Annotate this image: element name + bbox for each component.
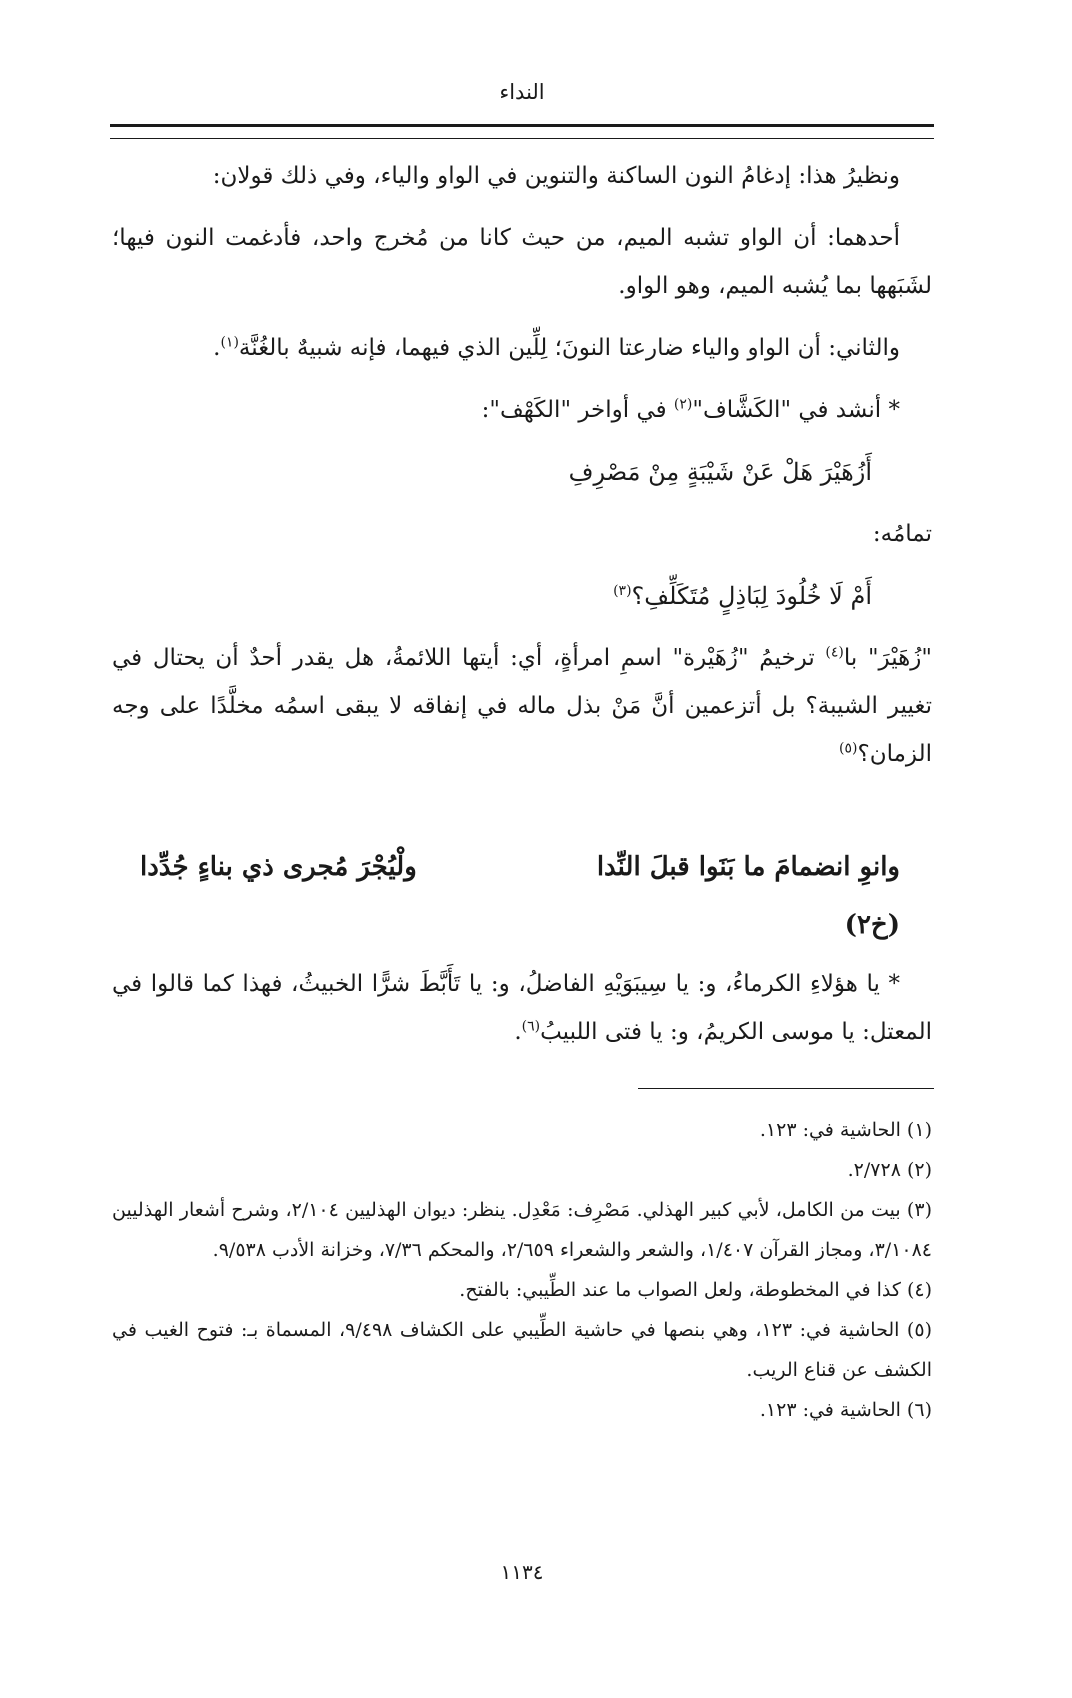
- paragraph-6: [112, 960, 932, 1056]
- header-rule-thick: [110, 124, 934, 127]
- manuscript-code: (خ٢): [844, 910, 900, 940]
- paragraph-4-text-a: * أنشد في "الكَشَّاف": [692, 397, 900, 423]
- footnote-2: (٢) ٢/٧٢٨.: [847, 1159, 932, 1181]
- footnote-6: (٦) الحاشية في: ١٢٣.: [759, 1399, 932, 1421]
- tamamuh-label: [112, 510, 932, 558]
- paragraph-4-text-b: في أواخر "الكَهْف":: [481, 397, 674, 423]
- footnote-4: (٤) كذا في المخطوطة، ولعل الصواب ما عند الطِّيبي: بالفتح.: [459, 1279, 932, 1301]
- footnote-3: (٣) بيت من الكامل، لأبي كبير الهذلي. مَصْرِف: مَعْدِل. ينظر: ديوان الهذليين ٢/١٠٤، وشرح أشعار الهذليين ٣/١٠٨٤، ومجاز القرآن ١/٤٠٧، والشعر والشعراء ٢/٦٥٩، والمحكم ٧/٣٦، وخزانة الأدب ٩/٥٣٨.: [112, 1199, 932, 1261]
- header-rule-thin: [110, 138, 934, 139]
- paragraph-2-text: أحدهما: أن الواو تشبه الميم، من حيث كانا من مُخرج واحد، فأدغمت النون فيها؛ لشَبَهها بما يُشبه الميم، وهو الواو.: [112, 225, 932, 299]
- footnote-5: (٥) الحاشية في: ١٢٣، وهي بنصها في حاشية الطِّيبي على الكشاف ٩/٤٩٨، المسماة بـ: فتوح الغيب في الكشف عن قناع الريب.: [112, 1319, 932, 1381]
- footnotes: [112, 1110, 932, 1430]
- alfiyya-hemistich-2: ولْيُجْرَ مُجرى ذي بناءٍ جُدِّدا: [140, 852, 417, 882]
- footnote-1: (١) الحاشية في: ١٢٣.: [759, 1119, 932, 1141]
- verse-line-2: [112, 572, 932, 620]
- tamamuh-text: تمامُه:: [872, 521, 932, 547]
- paragraph-2: [112, 214, 932, 310]
- verse-line-1: [112, 448, 932, 496]
- footnote-ref-4[interactable]: (٤): [825, 644, 844, 661]
- footnote-ref-3[interactable]: (٣): [613, 583, 632, 599]
- footnote-ref-5[interactable]: (٥): [839, 740, 858, 757]
- footnote-separator: [638, 1088, 934, 1089]
- alfiyya-verse-row: [140, 838, 900, 896]
- paragraph-5-text-a: "زُهَيْرَ" با: [843, 645, 932, 671]
- footnote-ref-1[interactable]: (١): [220, 334, 239, 351]
- paragraph-5: [112, 634, 932, 778]
- paragraph-1-text: ونظيرُ هذا: إدغامُ النون الساكنة والتنوين في الواو والياء، وفي ذلك قولان:: [212, 163, 900, 189]
- page-number: ١١٣٤: [500, 1560, 544, 1584]
- paragraph-3-end: .: [213, 335, 221, 361]
- paragraph-3-text: والثاني: أن الواو والياء ضارعتا النونَ؛ لِلِّين الذي فيهما، فإنه شبيهٌ بالغُنَّة: [238, 335, 900, 361]
- paragraph-3: [112, 324, 932, 372]
- verse-line-1-text: أَزُهَيْرَ هَلْ عَنْ شَيْبَةٍ مِنْ مَصْرِفِ: [568, 458, 872, 486]
- footnote-ref-2[interactable]: (٢): [673, 396, 693, 413]
- paragraph-1: [112, 152, 932, 200]
- running-head: النداء: [499, 80, 545, 104]
- commentary-text: [112, 960, 932, 1056]
- footnote-ref-6[interactable]: (٦): [521, 1018, 541, 1035]
- paragraph-5-text-b: ترخيمُ "زُهَيْرة" اسمِ امرأةٍ، أي: أيتها اللائمةُ، هل يقدر أحدٌ أن يحتال في تغيير الشيبة؟ بل أتزعمين أنَّ مَنْ بذل ماله في إنفاقه لا يبقى اسمُه مخلَّدًا على وجه الزمان؟: [112, 645, 932, 767]
- alfiyya-verse: [140, 838, 900, 954]
- alfiyya-hemistich-1: وانوِ انضمامَ ما بَنَوا قبلَ النِّدا: [596, 852, 900, 882]
- paragraph-6-text: * يا هؤلاءِ الكرماءُ، و: يا سِيبَوَيْهِ الفاضلُ، و: يا تَأَبَّطَ شرًّا الخبيثُ، فهذا كما قالوا في المعتل: يا موسى الكريمُ، و: يا فتى اللبيبُ: [112, 971, 932, 1045]
- paragraph-4: [112, 386, 932, 434]
- verse-line-2-text: أَمْ لَا خُلُودَ لِبَاذِلٍ مُتَكَلِّفِ؟: [631, 582, 872, 610]
- main-text: [112, 152, 932, 792]
- paragraph-6-end: .: [514, 1019, 522, 1045]
